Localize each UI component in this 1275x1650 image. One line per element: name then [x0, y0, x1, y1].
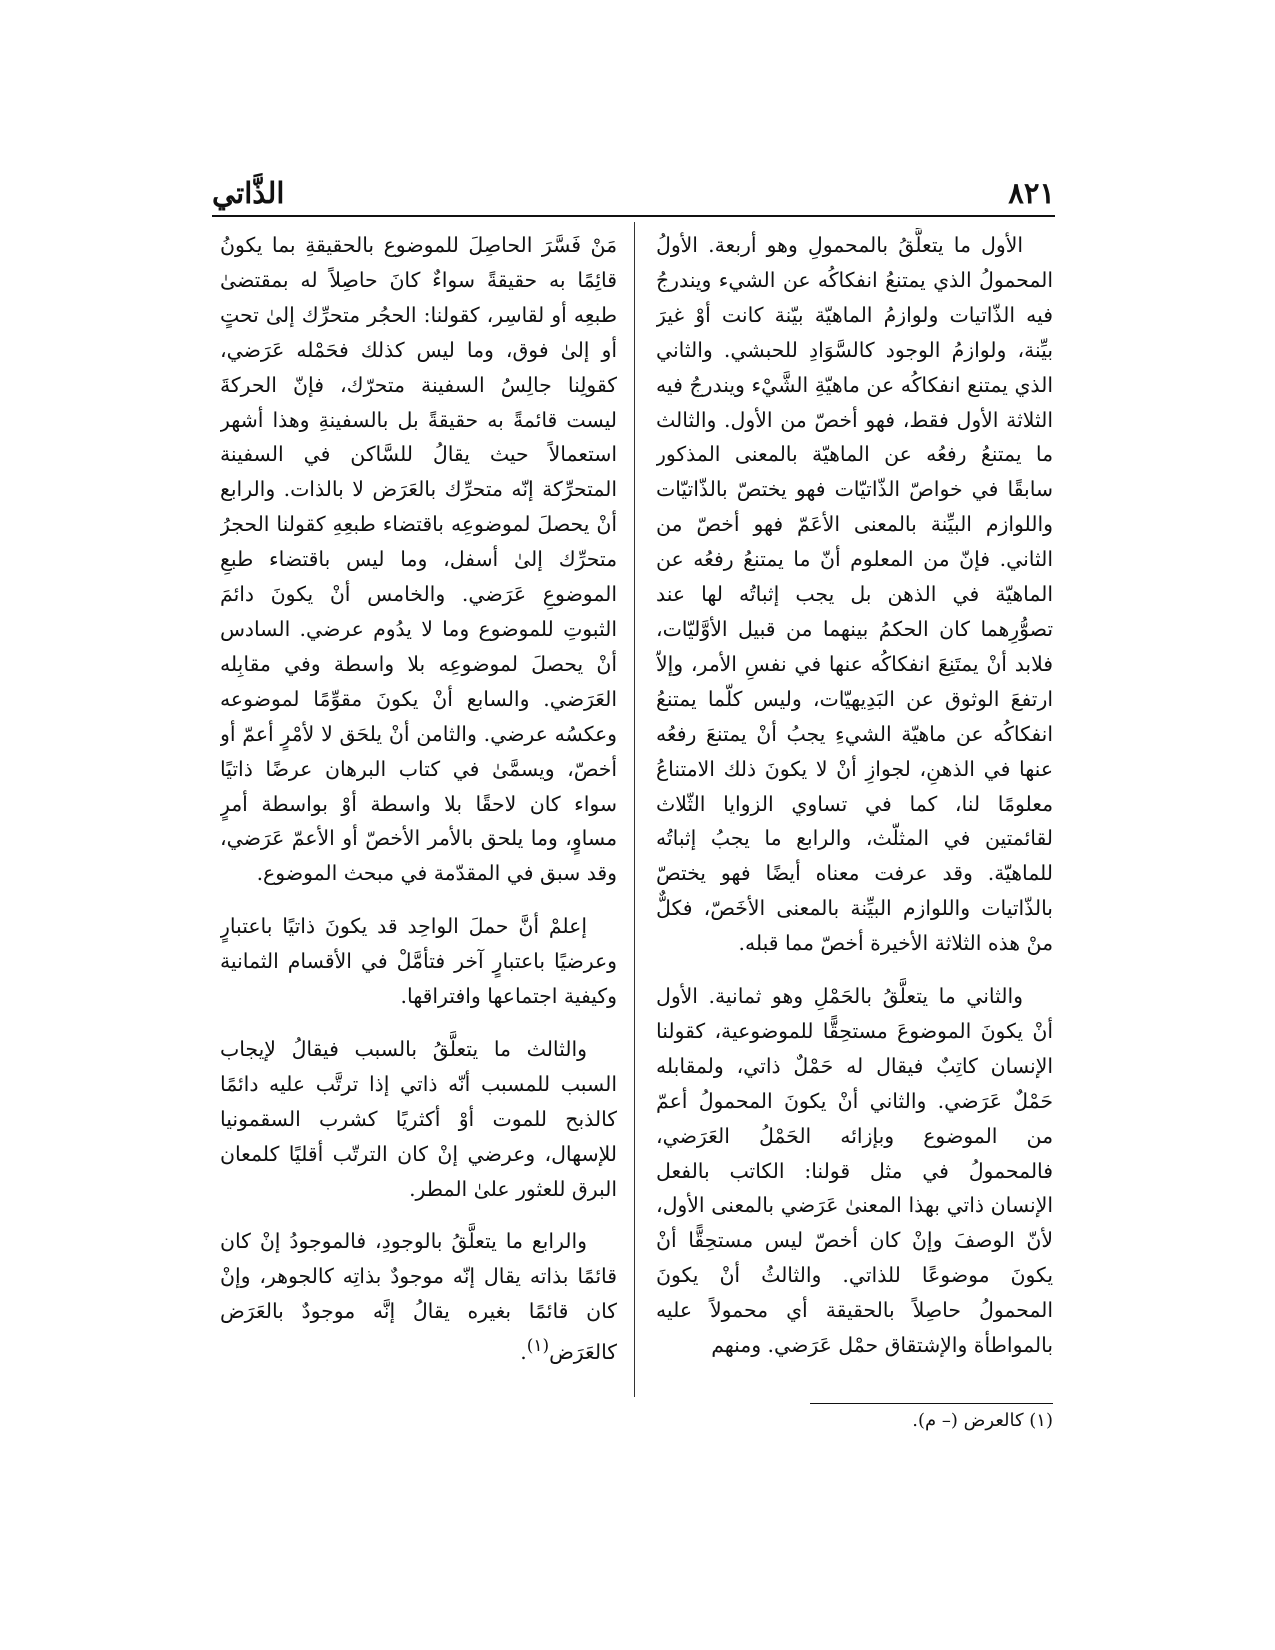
existence-text: والرابع ما يتعلَّقُ بالوجودِ، فالموجودُ إنْ كان قائمًا بذاته يقال إنّه موجودٌ بذاتِه كالجوهر، وإنْ كان قائمًا بغيره يقالُ إنَّه موجودٌ بالعَرَض كالعَرَض — [220, 1229, 617, 1364]
paragraph-existence-relations — [220, 1224, 617, 1369]
running-title: الذَّاتي — [212, 176, 285, 210]
left-column — [220, 228, 617, 1398]
right-column — [656, 228, 1053, 1398]
column-divider — [634, 222, 635, 1397]
footnote: (١) كالعرض (– م). — [912, 1410, 1053, 1431]
header-rule — [212, 215, 1055, 217]
existence-text-end: . — [520, 1339, 527, 1364]
paragraph-predicate-relations: الأول ما يتعلَّقُ بالمحمولِ وهو أربعة. الأولُ المحمولُ الذي يمتنعُ انفكاكُه عن الشيء ويندرجُ فيه الذّاتيات ولوازمُ الماهيّة بيّنة كانت أوْ غيرَ بيِّنة، ولوازمُ الوجود كالسَّوَادِ للحبشي. والثاني الذي يمتنع انفكاكُه عن ماهيّةِ الشَّيْء ويندرجُ فيه الثلاثة الأول فقط، فهو أخصّ من الأول. والثالث ما يمتنعُ رفعُه عن الماهيّة بالمعنى المذكور سابقًا في خواصّ الذّاتيّات فهو يختصّ بالذّاتيّات واللوازم البيِّنة بالمعنى الأعَمّ فهو أخصّ من الثاني. فإنّ من المعلوم أنّ ما يمتنعُ رفعُه عن الماهيّة في الذهن بل يجب إثباتُه لها عند تصوُّرِهما كان الحكمُ بينهما من قبيل الأوَّليّات، فلابد أنْ يمتَنِعَ انفكاكُه عنها في نفسِ الأمر، وإلاّ ارتفعَ الوثوق عن البَدِيهيّات، وليس كلّما يمتنعُ انفكاكُه عن ماهيّة الشيءِ يجبُ أنْ يمتنعَ رفعُه عنها في الذهنِ، لجوازِ أنْ لا يكونَ ذلك الامتناعُ معلومًا لنا، كما في تساوي الزوايا الثّلاث لقائمتين في المثلّث، والرابع ما يجبُ إثباتُه للماهيّة. وقد عرفت معناه أيضًا فهو يختصّ بالذّاتيات واللوازم البيِّنة بالمعنى الأخَصّ، فكلٌّ منْ هذه الثلاثة الأخيرة أخصّ مما قبله. — [656, 233, 1053, 956]
paragraph-cause-relations: والثالث ما يتعلَّقُ بالسبب فيقالُ لإيجاب السبب للمسبب أنّه ذاتي إذا ترتَّب عليه دائمًا كالذبح للموت أوْ أكثريًا كشرب السقمونيا للإسهال، وعرضي إنْ كان الترتّب أقليًا كلمعان البرق للعثور علىٰ المطر. — [220, 1036, 617, 1201]
footnote-rule — [810, 1403, 1053, 1404]
paragraph-note-single-predication: إعلمْ أنَّ حملَ الواحِد قد يكونَ ذاتيًا باعتبارٍ وعرضيًا باعتبارٍ آخر فتأمَّلْ في الأقسام الثمانية وكيفية اجتماعها وافتراقها. — [220, 914, 617, 1009]
paragraph-predication-relations: والثاني ما يتعلَّقُ بالحَمْلِ وهو ثمانية. الأول أنْ يكونَ الموضوعَ مستحِقًّا للموضوعية، كقولنا الإنسان كاتِبٌ فيقال له حَمْلٌ ذاتي، ولمقابله حَمْلٌ عَرَضي. والثاني أنْ يكونَ المحمولُ أعمّ من الموضوع وبإزائه الحَمْلُ العَرَضي، فالمحمولُ في مثل قولنا: الكاتب بالفعل الإنسان ذاتي بهذا المعنىٰ عَرَضي بالمعنى الأول، لأنّ الوصفَ وإنْ كان أخصّ ليس مستحِقًّا أنْ يكونَ موضوعًا للذاتي. والثالثُ أنْ يكونَ المحمولُ حاصِلاً بالحقيقة أي محمولاً عليه بالمواطأة والإشتقاق حمْل عَرَضي. ومنهم — [656, 984, 1053, 1358]
paragraph-predication-continued: مَنْ فَسَّرَ الحاصِلَ للموضوع بالحقيقةِ بما يكونُ قائِمًا به حقيقةً سواءٌ كانَ حاصِلاً له بمقتضىٰ طبعِه أو لقاسِر، كقولنا: الحجُر متحرِّك إلىٰ تحتٍ أو إلىٰ فوق، وما ليس كذلك فحَمْله عَرَضي، كقولِنا جالِسُ السفينة متحرّك، فإنّ الحركةَ ليست قائمةً به حقيقةً بل بالسفينةِ وهذا أشهر استعمالاً حيث يقالُ للسَّاكن في السفينة المتحرِّكة إنّه متحرِّك بالعَرَض لا بالذات. والرابع أنْ يحصلَ لموضوعِه باقتضاء طبعِهِ كقولنا الحجرُ متحرِّك إلىٰ أسفل، وما ليس باقتضاء طبعِ الموضوعِ عَرَضي. والخامس أنْ يكونَ دائمَ الثبوتِ للموضوع وما لا يدُوم عرضي. السادس أنْ يحصلَ لموضوعِه بلا واسطة وفي مقابِله العَرَضي. والسابع أنْ يكونَ مقوِّمًا لموضوعه وعكسُه عرضي. والثامن أنْ يلحَق لا لأمْرٍ أعمّ أو أخصّ، ويسمَّىٰ في كتاب البرهان عرضًا ذاتيًا سواء كان لاحقًا بلا واسطة أوْ بواسطة أمرٍ مساوٍ، وما يلحق بالأمر الأخصّ أو الأعمّ عَرَضي، وقد سبق في المقدّمة في مبحث الموضوع. — [220, 233, 617, 886]
page-number: ٨٢١ — [1008, 176, 1055, 210]
page-header — [212, 176, 1055, 216]
footnote-marker: (١) — [526, 1336, 550, 1357]
